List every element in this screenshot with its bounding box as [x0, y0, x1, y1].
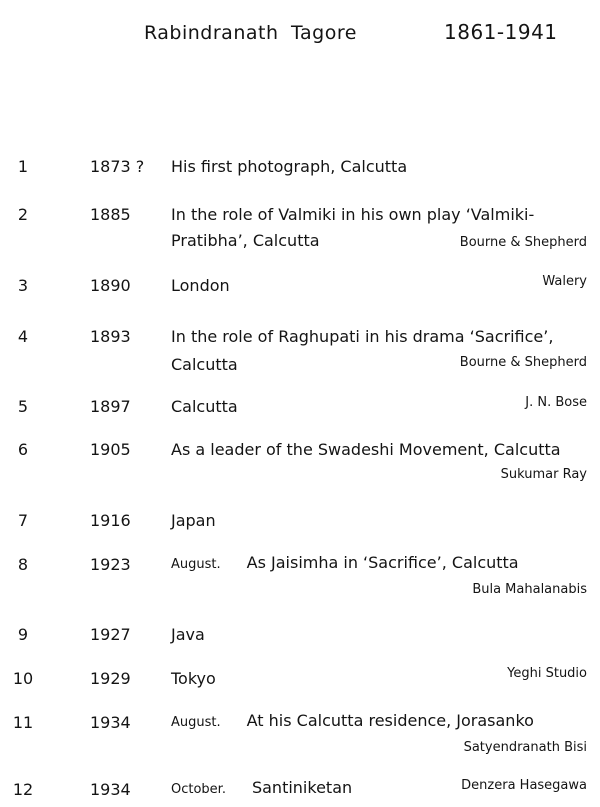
entry-caption: At his Calcutta residence, Jorasanko: [246, 711, 534, 730]
entry-month: August.: [171, 557, 221, 572]
entry-caption-block: [171, 775, 587, 803]
entry-year: 1916: [90, 511, 131, 530]
entry-caption: Santiniketan: [251, 778, 353, 797]
entry-caption: As a leader of the Swadeshi Movement, Calcutta: [171, 440, 561, 459]
entry-number: 8: [17, 555, 29, 574]
entry-caption-block: [171, 508, 587, 534]
entry-number: 1: [17, 157, 29, 176]
entry-caption-group: [171, 775, 352, 803]
entry-year: 1897: [90, 397, 131, 416]
entry-caption-block: [171, 154, 587, 180]
entry-year: 1923: [90, 555, 131, 574]
entry-caption-wrap: [171, 775, 587, 803]
entry-caption-line2: Calcutta: [171, 355, 238, 374]
photo-credit: Bula Mahalanabis: [472, 582, 587, 597]
entry-number: 6: [17, 440, 29, 459]
photo-credit: Yeghi Studio: [507, 666, 587, 681]
header-years: 1861-1941: [444, 20, 558, 44]
photo-credit: Bourne & Shepherd: [459, 235, 587, 250]
entry-month: October.: [171, 782, 226, 797]
entry-caption: Java: [171, 625, 205, 644]
entry-caption-wrap: [171, 708, 587, 736]
entry-caption-block: [171, 550, 587, 602]
entry-number: 10: [12, 669, 34, 688]
entry-number: 3: [17, 276, 29, 295]
entry-year: 1873 ?: [90, 157, 145, 176]
photo-credit: Walery: [542, 274, 587, 289]
entry-year: 1890: [90, 276, 131, 295]
entry-year: 1927: [90, 625, 131, 644]
entry-caption-wrap: [171, 394, 587, 422]
entry-year: 1929: [90, 669, 131, 688]
entry-caption: As Jaisimha in ‘Sacrifice’, Calcutta: [246, 553, 519, 572]
entry-number: 7: [17, 511, 29, 530]
entry-caption-wrap: [171, 550, 587, 578]
entry-number: 4: [17, 327, 29, 346]
entry-number: 9: [17, 625, 29, 644]
entry-year: 1905: [90, 440, 131, 459]
photo-credit: J. N. Bose: [525, 395, 587, 410]
entry-caption-block: [171, 202, 587, 256]
entry-year: 1934: [90, 780, 131, 799]
entry-caption: His first photograph, Calcutta: [171, 157, 408, 176]
entry-caption-block: [171, 273, 587, 301]
entry-caption-block: [171, 708, 587, 760]
photo-credit: Sukumar Ray: [500, 467, 587, 482]
page-header: [0, 20, 600, 50]
entry-caption-line1: In the role of Valmiki in his own play ‘Valmiki-: [171, 205, 535, 224]
entry-year: 1893: [90, 327, 131, 346]
entry-caption: Japan: [171, 511, 216, 530]
entry-caption-wrap: [171, 666, 587, 694]
entry-number: 11: [12, 713, 34, 732]
entry-number: 2: [17, 205, 29, 224]
entry-caption-block: [171, 394, 587, 422]
entry-caption: Calcutta: [171, 397, 238, 416]
entry-caption-line1: In the role of Raghupati in his drama ‘Sacrifice’,: [171, 327, 554, 346]
entry-caption-block: [171, 437, 587, 487]
entry-number: 12: [12, 780, 34, 799]
photo-credit: Bourne & Shepherd: [459, 355, 587, 370]
entry-year: 1934: [90, 713, 131, 732]
entry-number: 5: [17, 397, 29, 416]
photo-credit: Denzera Hasegawa: [461, 778, 587, 793]
entry-caption-wrap: [171, 273, 587, 301]
entry-caption-block: [171, 324, 587, 380]
entry-caption-line2-wrap: [171, 228, 587, 256]
entry-caption-block: [171, 666, 587, 694]
entry-month: August.: [171, 715, 221, 730]
entry-year: 1885: [90, 205, 131, 224]
entry-caption-block: [171, 622, 587, 648]
entry-caption-line2-wrap: [171, 352, 587, 380]
header-name: Rabindranath Tagore: [144, 22, 357, 44]
entry-caption-line2: Pratibha’, Calcutta: [171, 231, 320, 250]
entry-caption: Tokyo: [171, 669, 216, 688]
photo-credit: Satyendranath Bisi: [463, 740, 587, 755]
entry-caption: London: [171, 276, 230, 295]
